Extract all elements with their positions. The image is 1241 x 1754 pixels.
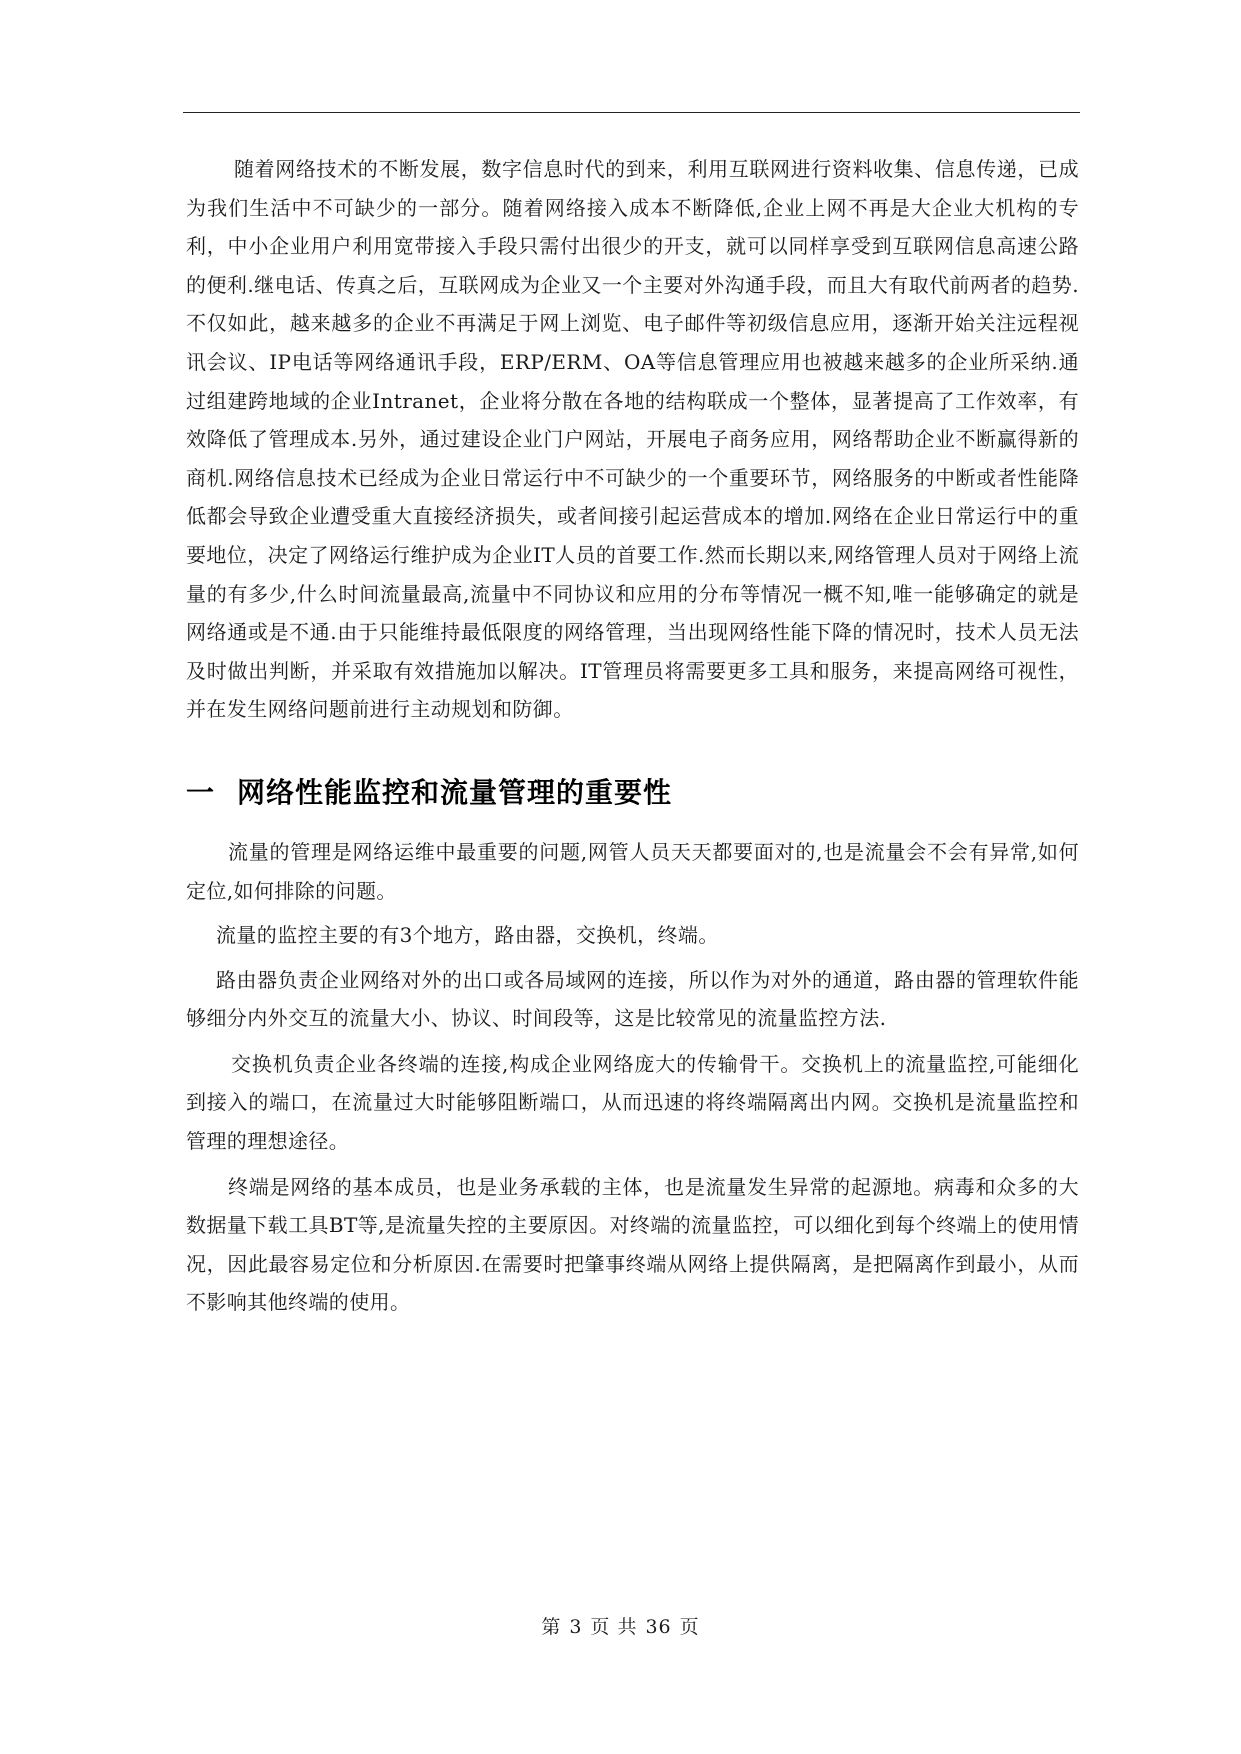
section-paragraph-3: 路由器负责企业网络对外的出口或各局域网的连接，所以作为对外的通道，路由器的管理软件能够细分内外交互的流量大小、协议、时间段等，这是比较常见的流量监控方法. [186,967,1079,1031]
section-paragraph-2: 流量的监控主要的有3个地方，路由器，交换机，终端。 [216,923,719,948]
footer-total-pages: 36 [645,1616,672,1638]
footer-middle: 页 共 [590,1616,638,1638]
paragraph-spacer [186,1038,1079,1045]
header-rule [183,112,1080,113]
page-content [186,150,1079,1322]
section-title: 网络性能监控和流量管理的重要性 [237,775,673,809]
footer-prefix: 第 [541,1616,562,1638]
page-footer [0,1614,1241,1640]
footer-suffix: 页 [679,1616,700,1638]
section-paragraph-1: 流量的管理是网络运维中最重要的问题,网管人员天天都要面对的,也是流量会不会有异常,如何定位,如何排除的问题。 [186,839,1079,903]
paragraph-spacer [186,1161,1079,1168]
footer-current-page: 3 [569,1616,583,1638]
intro-paragraph: 随着网络技术的不断发展，数字信息时代的到来，利用互联网进行资料收集、信息传递，已成为我们生活中不可缺少的一部分。随着网络接入成本不断降低,企业上网不再是大企业大机构的专利，中小企业用户利用宽带接入手段只需付出很少的开支，就可以同样享受到互联网信息高速公路的便利.继电话、传真之后，互联网成为企业又一个主要对外沟通手段，而且大有取代前两者的趋势.不仅如此，越来越多的企业不再满足于网上浏览、电子邮件等初级信息应用，逐渐开始关注远程视讯会议、IP电话等网络通讯手段，ERP/ERM、OA等信息管理应用也被越来越多的企业所采纳.通过组建跨地域的企业Intranet，企业将分散在各地的结构联成一个整体，显著提高了工作效率，有效降低了管理成本.另外，通过建设企业门户网站，开展电子商务应用，网络帮助企业不断赢得新的商机.网络信息技术已经成为企业日常运行中不可缺少的一个重要环节，网络服务的中断或者性能降低都会导致企业遭受重大直接经济损失，或者间接引起运营成本的增加.网络在企业日常运行中的重要地位，决定了网络运行维护成为企业IT人员的首要工作.然而长期以来,网络管理人员对于网络上流量的有多少,什么时间流量最高,流量中不同协议和应用的分布等情况一概不知,唯一能够确定的就是网络通或是不通.由于只能维持最低限度的网络管理，当出现网络性能下降的情况时，技术人员无法及时做出判断，并采取有效措施加以解决。IT管理员将需要更多工具和服务，来提高网络可视性，并在发生网络问题前进行主动规划和防御。 [186,157,1079,722]
section-paragraph-5: 终端是网络的基本成员，也是业务承载的主体，也是流量发生异常的起源地。病毒和众多的大数据量下载工具BT等,是流量失控的主要原因。对终端的流量监控，可以细化到每个终端上的使用情况，因此最容易定位和分析原因.在需要时把肇事终端从网络上提供隔离，是把隔离作到最小，从而不影响其他终端的使用。 [186,1174,1079,1315]
section-number: 一 [186,775,216,809]
section-paragraph-4: 交换机负责企业各终端的连接,构成企业网络庞大的传输骨干。交换机上的流量监控,可能细化到接入的端口，在流量过大时能够阻断端口，从而迅速的将终端隔离出内网。交换机是流量监控和管理的理想途径。 [186,1051,1079,1154]
section-heading [186,774,1079,812]
